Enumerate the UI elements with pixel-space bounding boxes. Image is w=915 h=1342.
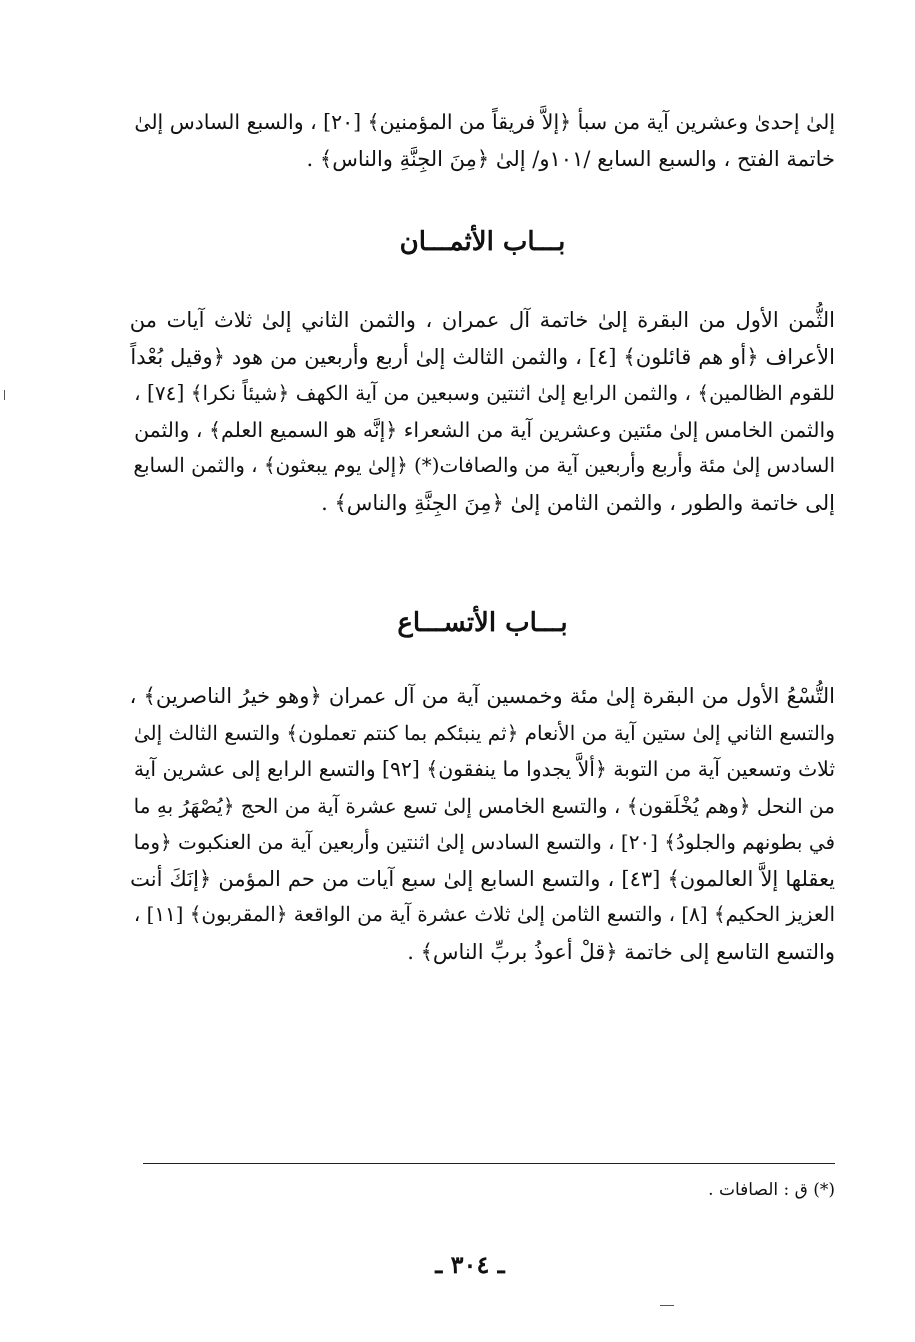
text-line: التُّسْعُ الأول من البقرة إلىٰ مئة وخمسين آية من آل عمران ﴿وهو خيرُ الناصرين﴾ ،	[130, 684, 835, 708]
text-line: إلى خاتمة والطور ، والثمن الثامن إلىٰ ﴿مِنَ الجِنَّةِ والناس﴾ .	[321, 490, 835, 515]
text-line: الثُّمن الأول من البقرة إلىٰ خاتمة آل عمران ، والثمن الثاني إلىٰ ثلاث آيات من	[130, 308, 835, 332]
page-number: ـ ٣٠٤ ـ	[435, 1250, 505, 1279]
text-line: ثلاث وتسعين آية من التوبة ﴿ألاَّ يجدوا ما ينفقون﴾ [٩٢] والتسع الرابع إلى عشرين آية	[133, 757, 835, 781]
text-line: خاتمة الفتح ، والسبع السابع /١٠١و/ إلىٰ ﴿مِنَ الجِنَّةِ والناس﴾ .	[306, 146, 835, 171]
paragraph-athman	[130, 302, 835, 521]
text-line: يعقلها إلاَّ العالمون﴾ [٤٣] ، والتسع السابع إلىٰ سبع آيات من حم المؤمن ﴿إنَكَ أنت	[130, 866, 835, 891]
section-heading-athman: بـــاب الأثمـــان	[399, 227, 566, 257]
paragraph-atsaa	[130, 678, 835, 970]
footnote: (*) ق : الصافات .	[708, 1180, 835, 1200]
text-line: السادس إلىٰ مئة وأربع وأربعين آية من والصافات(*) ﴿إلىٰ يوم يبعثون﴾ ، والثمن السابع	[133, 454, 835, 477]
scan-speck	[660, 1305, 674, 1306]
text-line: من النحل ﴿وهم يُخْلَقون﴾ ، والتسع الخامس إلىٰ تسع عشرة آية من الحج ﴿يُصْهَرُ بهِ ما	[133, 793, 835, 818]
scan-speck	[4, 390, 5, 400]
text-line: في بطونهم والجلودُ﴾ [٢٠] ، والتسع السادس إلىٰ اثنتين وأربعين آية من العنكبوت ﴿وما	[133, 830, 835, 854]
section-heading-atsaa: بـــاب الأتســـاع	[397, 608, 568, 638]
text-line: والتسع الثاني إلىٰ ستين آية من الأنعام ﴿ثم ينبئكم بما كنتم تعملون﴾ والتسع الثالث إلىٰ	[133, 720, 835, 745]
text-line: العزيز الحكيم﴾ [٨] ، والتسع الثامن إلىٰ ثلاث عشرة آية من الواقعة ﴿المقربون﴾ [١١] ،	[133, 903, 835, 926]
text-line: إلىٰ إحدىٰ وعشرين آية من سبأ ﴿إلاَّ فريقاً من المؤمنين﴾ [٢٠] ، والسبع السادس إلىٰ	[134, 110, 835, 134]
paragraph-asbaa-continuation	[130, 104, 835, 177]
text-line: والتسع التاسع إلى خاتمة ﴿قلْ أعوذُ بربِّ الناس﴾ .	[407, 939, 835, 964]
text-line: الأعراف ﴿أو هم قائلون﴾ [٤] ، والثمن الثالث إلىٰ أربع وأربعين من هود ﴿وقيل بُعْداً	[130, 344, 835, 369]
text-line: والثمن الخامس إلىٰ مئتين وعشرين آية من الشعراء ﴿إنَّه هو السميع العلم﴾ ، والثمن	[134, 417, 835, 442]
text-line: للقوم الظالمين﴾ ، والثمن الرابع إلىٰ اثنتين وسبعين من آية الكهف ﴿شيئاً نكرا﴾ [٧٤] ،	[134, 381, 835, 405]
footnote-divider	[143, 1163, 835, 1164]
